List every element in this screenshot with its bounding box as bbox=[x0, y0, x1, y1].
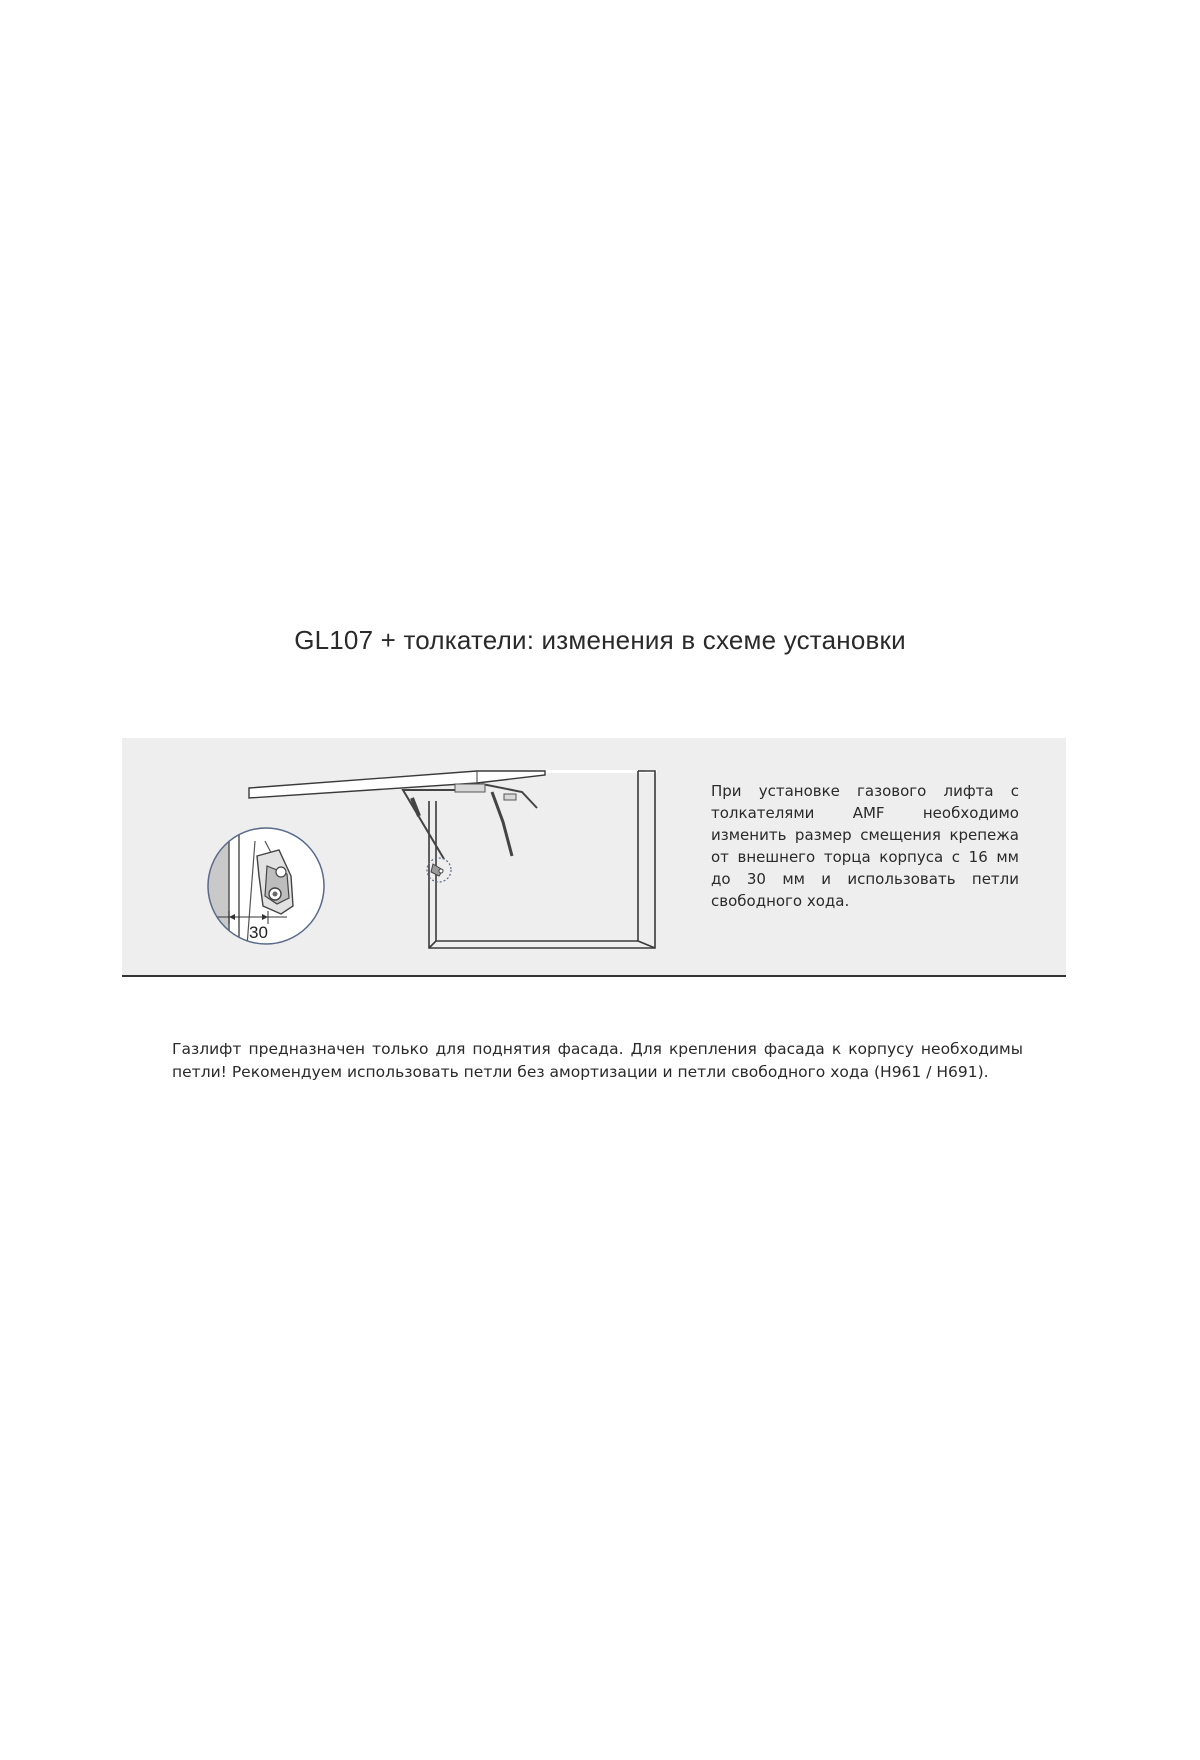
installation-instruction: При установке газового лифта с толкателями AMF необходимо изменить размер смещения крепежа от внешнего торца корпуса с 16 мм до 30 мм и использовать петли свободного хода. bbox=[711, 782, 1019, 910]
section-divider bbox=[122, 975, 1066, 977]
gas-lift-struts bbox=[403, 784, 537, 859]
usage-note: Газлифт предназначен только для поднятия фасада. Для крепления фасада к корпусу необходимы петли! Рекомендуем использовать петли без амортизации и петли свободного хода (H961 / H691). bbox=[172, 1040, 1023, 1081]
cabinet-body bbox=[429, 770, 657, 948]
page-title: GL107 + толкатели: изменения в схеме установки bbox=[294, 625, 906, 655]
dimension-label: 30 bbox=[249, 923, 268, 942]
cabinet-front-panel bbox=[249, 771, 545, 798]
detail-marker-circle bbox=[427, 858, 451, 882]
installation-diagram bbox=[207, 746, 797, 971]
installation-panel bbox=[122, 738, 1066, 975]
